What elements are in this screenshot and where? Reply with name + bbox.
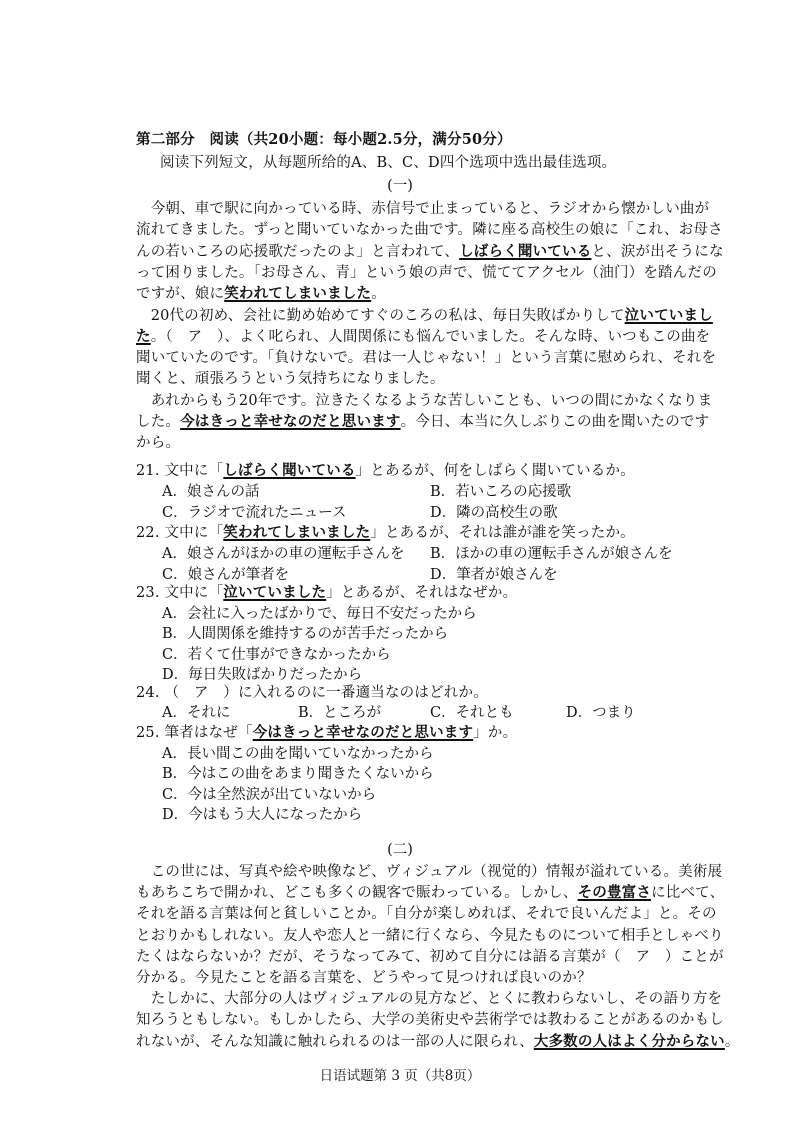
answer-option[interactable]: C．今は全然涙が出ていないから bbox=[162, 786, 377, 803]
passage-1-line bbox=[136, 197, 709, 218]
underlined-phrase: 笑われてしまいました bbox=[223, 524, 371, 541]
line-text: と、涙が出そうにな bbox=[591, 243, 724, 260]
line-text: 。 bbox=[724, 1033, 740, 1050]
line-text: した。 bbox=[136, 414, 181, 430]
line-text: 聞くと、頑張ろうという気持ちになりました。 bbox=[136, 371, 445, 388]
passage-2-line bbox=[136, 1008, 724, 1029]
line-text: この世には、写真や絵や映像など、ヴィジュアル（视觉的）情報が溢れている。美術展 bbox=[136, 864, 723, 880]
line-text: って困りました。「お母さん、青」という娘の声で、慌ててアクセル（油门）を踏んだの bbox=[136, 264, 717, 281]
passage-2-line bbox=[136, 966, 592, 987]
passage-1-line bbox=[136, 218, 723, 239]
underlined-phrase: 大多数の人はよく分からない bbox=[533, 1032, 725, 1050]
answer-option[interactable]: A．会社に入ったばかりで、毎日不安だったから bbox=[162, 605, 477, 622]
underlined-phrase: 笑われてしまいました bbox=[224, 285, 372, 303]
passage-1-number: (一) bbox=[387, 178, 413, 194]
line-text: 今朝、車で駅に向かっている時、赤信号で止まっていると、ラジオから懐かしい曲が bbox=[136, 201, 710, 217]
passage-1-line bbox=[136, 410, 709, 431]
question-stem bbox=[136, 681, 488, 702]
answer-option[interactable]: D．毎日失敗ばかりだったから bbox=[162, 667, 363, 683]
answer-option[interactable]: B．人間関係を維持するのが苦手だったから bbox=[162, 626, 449, 642]
question-text: 23. 文中に「 bbox=[136, 585, 224, 601]
answer-option[interactable]: B．今はこの曲をあまり聞きたくないから bbox=[162, 766, 434, 782]
line-text: 聞いていたのです。「負けないで。君は一人じゃない！」という言葉に慰められ、それを bbox=[136, 350, 717, 367]
answer-option[interactable]: D．今はもう大人になったから bbox=[162, 807, 363, 823]
question-text: 」とあるが、何をしばらく聞いているか。 bbox=[355, 463, 635, 479]
passage-2-line bbox=[136, 1030, 740, 1051]
line-text: あれからもう20年です。泣きたくなるような苦しいことも、いつの間にかなくなりま bbox=[136, 392, 713, 409]
passage-2-line bbox=[136, 860, 722, 881]
passage-1-line bbox=[136, 346, 716, 367]
answer-option[interactable]: D．つまり bbox=[566, 705, 636, 721]
passage-1-line bbox=[136, 431, 180, 452]
question-text: 」とあるが、それは誰が誰を笑ったか。 bbox=[370, 525, 635, 541]
passage-1-line bbox=[136, 304, 713, 325]
underlined-phrase: しばらく聞いている bbox=[223, 462, 356, 479]
answer-option[interactable]: B．若いころの応援歌 bbox=[430, 484, 572, 500]
line-text: 分かる。今見たことを語る言葉を、どうやって見つければ良いのか？ bbox=[136, 970, 592, 986]
passage-2-line bbox=[136, 902, 717, 923]
passage-1-line bbox=[136, 261, 717, 282]
underlined-phrase: その豊富さ bbox=[577, 884, 652, 902]
section-instruction: 阅读下列短文，从每题所给的A、B、C、D四个选项中选出最佳选项。 bbox=[160, 155, 617, 171]
question-text: 」とあるが、それはなぜか。 bbox=[326, 585, 518, 601]
question-text: 25. 筆者はなぜ「 bbox=[136, 725, 253, 741]
question-stem bbox=[136, 581, 517, 602]
passage-1-line bbox=[136, 282, 386, 303]
passage-1-line bbox=[136, 240, 724, 261]
underlined-phrase: 泣いていました bbox=[223, 584, 327, 601]
line-text: 。今日、本当に久しぶりこの曲を聞いたのです bbox=[400, 414, 710, 430]
line-text: 20代の初め、会社に勤め始めてすぐのころの私は、毎日失敗ばかりして bbox=[136, 307, 625, 324]
question-text: 24. （ ア ）に入れるのに一番適当なのはどれか。 bbox=[136, 685, 488, 701]
question-stem bbox=[136, 521, 635, 542]
answer-option[interactable]: C．娘さんが筆者を bbox=[162, 567, 290, 583]
answer-option[interactable]: B．ところが bbox=[298, 705, 382, 721]
answer-option[interactable]: A．長い間この曲を聞いていなかったから bbox=[162, 745, 434, 762]
underlined-phrase: しばらく聞いている bbox=[459, 242, 592, 260]
line-text: れないが、そんな知識に触れられるのは一部の人に限られ、 bbox=[136, 1033, 534, 1050]
page-footer: 日语试题第 3 页（共8页） bbox=[319, 1068, 481, 1084]
underlined-phrase: 今はきっと幸せなのだと思います bbox=[180, 413, 401, 430]
answer-option[interactable]: D．隣の高校生の歌 bbox=[430, 505, 558, 521]
line-text: 。（ ア ）、よく叱られ、人間関係にも悩んでいました。そんな時、いつもこの曲を bbox=[150, 328, 711, 345]
underlined-phrase: た bbox=[136, 327, 151, 345]
passage-1-line bbox=[136, 325, 710, 346]
answer-option[interactable]: D．筆者が娘さんを bbox=[430, 567, 558, 583]
answer-option[interactable]: A．娘さんの話 bbox=[162, 484, 260, 500]
passage-2-line bbox=[136, 924, 724, 945]
line-text: それを語る言葉は何と貧しいことか。「自分が楽しめれば、それで良いんだよ」と。その bbox=[136, 906, 717, 923]
answer-option[interactable]: C．ラジオで流れたニュース bbox=[162, 505, 347, 521]
passage-1-line bbox=[136, 367, 445, 388]
line-text: に比べて、 bbox=[651, 885, 725, 902]
question-stem bbox=[136, 721, 517, 742]
question-text: 21. 文中に「 bbox=[136, 463, 224, 479]
line-text: ですが、娘に bbox=[136, 286, 225, 303]
answer-option[interactable]: C．それとも bbox=[430, 705, 514, 721]
line-text: とおりかもしれない。友人や恋人と一緒に行くなら、今見たものについて相手としゃべり bbox=[136, 927, 724, 944]
line-text: 流れてきました。ずっと聞いていなかった曲です。隣に座る高校生の娘に「これ、お母さ bbox=[136, 222, 723, 239]
line-text: たくはならないか？だが、そうなってみて、初めて自分には語る言葉が（ ア ）ことが bbox=[136, 948, 724, 965]
line-text: 。 bbox=[371, 286, 386, 303]
line-text: 知ろうともしない。もしかしたら、大学の美術史や芸術学では教わることがあるのかもし bbox=[136, 1012, 724, 1029]
answer-option[interactable]: B．ほかの車の運転手さんが娘さんを bbox=[430, 546, 673, 562]
question-text: 22. 文中に「 bbox=[136, 525, 224, 541]
underlined-phrase: 泣いていまし bbox=[624, 306, 713, 324]
answer-option[interactable]: C．若くて仕事ができなかったから bbox=[162, 646, 391, 663]
passage-2-line bbox=[136, 987, 722, 1008]
passage-1-line bbox=[136, 389, 712, 410]
underlined-phrase: 今はきっと幸せなのだと思います bbox=[252, 724, 474, 741]
passage-2-number: (二) bbox=[387, 842, 413, 858]
line-text: んの若いころの応援歌だったのよ」と言われて、 bbox=[136, 243, 460, 260]
line-text: から。 bbox=[136, 435, 181, 452]
section-title: 第二部分 阅读（共20小题：每小题2.5分，满分50分） bbox=[136, 131, 512, 148]
line-text: もあちこちで開かれ、どこも多くの観客で賑わっている。しかし、 bbox=[136, 885, 578, 902]
answer-option[interactable]: A．それに bbox=[162, 705, 231, 721]
question-stem bbox=[136, 459, 635, 480]
answer-option[interactable]: A．娘さんがほかの車の運転手さんを bbox=[162, 546, 405, 562]
passage-2-line bbox=[136, 945, 724, 966]
question-text: 」か。 bbox=[473, 725, 518, 741]
passage-2-line bbox=[136, 881, 724, 902]
line-text: たしかに、大部分の人はヴィジュアルの見方など、とくに教わらないし、その語り方を bbox=[136, 991, 723, 1008]
